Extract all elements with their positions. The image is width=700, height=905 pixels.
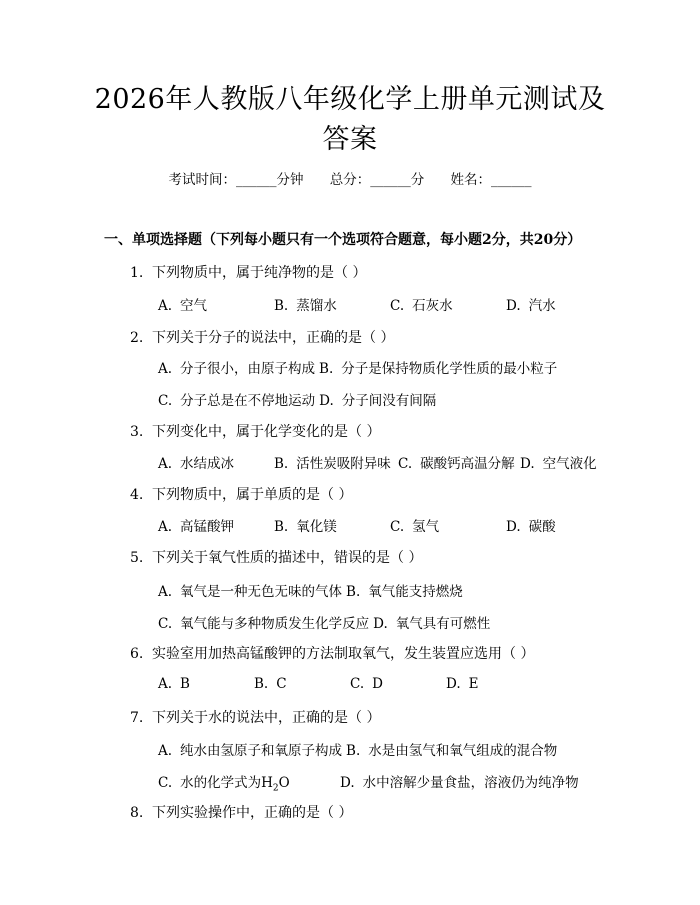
question-7: 7. 下列关于水的说法中，正确的是（ ） bbox=[130, 710, 381, 726]
option-a: A. 分子很小，由原子构成 bbox=[158, 361, 316, 377]
question-text: 下列物质中，属于纯净物的是（ ） bbox=[152, 265, 367, 281]
option-d: D. 空气液化 bbox=[520, 456, 597, 472]
question-text: 下列关于氧气性质的描述中，错误的是（ ） bbox=[152, 550, 423, 566]
option-c: C. 石灰水 bbox=[390, 298, 453, 314]
option-d: D. 碳酸 bbox=[506, 519, 556, 535]
option-d: D. 汽水 bbox=[506, 298, 556, 314]
question-text: 下列关于分子的说法中，正确的是（ ） bbox=[152, 330, 395, 346]
option-a: A. 空气 bbox=[158, 298, 208, 314]
option-b: B. 氧化镁 bbox=[274, 519, 337, 535]
option-b: B. C bbox=[254, 676, 287, 692]
option-d: D. 水中溶解少量食盐，溶液仍为纯净物 bbox=[340, 775, 579, 791]
exam-info-line bbox=[0, 168, 700, 188]
option-c: C. 氧气能与多种物质发生化学反应 bbox=[158, 616, 370, 632]
question-2-options-row-1 bbox=[158, 357, 557, 377]
question-2-options-row-2 bbox=[158, 389, 436, 409]
question-text: 下列变化中，属于化学变化的是（ ） bbox=[152, 424, 381, 440]
option-c: C. 氢气 bbox=[390, 519, 440, 535]
option-c: C. D bbox=[350, 676, 383, 692]
question-1: 1. 下列物质中，属于纯净物的是（ ） bbox=[130, 265, 367, 281]
question-4: 4. 下列物质中，属于单质的是（ ） bbox=[130, 487, 353, 503]
option-b: B. 分子是保持物质化学性质的最小粒子 bbox=[319, 361, 558, 377]
page-title: 2026年人教版八年级化学上册单元测试及答案 bbox=[94, 84, 606, 155]
option-c: C. 水的化学式为$H_2O$ bbox=[158, 775, 290, 794]
question-6-options bbox=[158, 676, 518, 696]
section-heading: 一、单项选择题（下列每小题只有一个选项符合题意，每小题2分，共20分） bbox=[104, 232, 582, 248]
question-7-options-row-2 bbox=[158, 771, 598, 794]
option-b: B. 活性炭吸附异味 bbox=[274, 456, 391, 472]
question-3: 3. 下列变化中，属于化学变化的是（ ） bbox=[130, 424, 381, 440]
option-a: A. 高锰酸钾 bbox=[158, 519, 235, 535]
question-text: 下列物质中，属于单质的是（ ） bbox=[152, 487, 353, 503]
exam-time-field: 考试时间：______分钟 bbox=[168, 172, 304, 188]
question-5-options-row-1 bbox=[158, 580, 463, 600]
total-score-field: 总分：______分 bbox=[329, 172, 425, 188]
option-b: B. 蒸馏水 bbox=[274, 298, 337, 314]
question-6: 6. 实验室用加热高锰酸钾的方法制取氧气，发生装置应选用（ ） bbox=[130, 646, 535, 662]
option-c: C. 分子总是在不停地运动 bbox=[158, 393, 316, 409]
question-4-options bbox=[158, 515, 578, 535]
question-5: 5. 下列关于氧气性质的描述中，错误的是（ ） bbox=[130, 550, 423, 566]
option-a: A. B bbox=[158, 676, 190, 692]
option-d: D. 氧气具有可燃性 bbox=[373, 616, 491, 632]
question-7-options-row-1 bbox=[158, 739, 557, 759]
question-5-options-row-2 bbox=[158, 612, 490, 632]
student-name-field: 姓名：______ bbox=[450, 172, 532, 188]
option-d: D. 分子间没有间隔 bbox=[319, 393, 437, 409]
question-text: 实验室用加热高锰酸钾的方法制取氧气，发生装置应选用（ ） bbox=[152, 646, 535, 662]
option-d: D. E bbox=[446, 676, 479, 692]
question-8: 8. 下列实验操作中，正确的是（ ） bbox=[130, 805, 353, 821]
question-3-options bbox=[158, 452, 598, 472]
option-b: B. 水是由氢气和氧气组成的混合物 bbox=[346, 743, 558, 759]
question-text: 下列实验操作中，正确的是（ ） bbox=[152, 805, 353, 821]
option-a: A. 水结成冰 bbox=[158, 456, 235, 472]
question-text: 下列关于水的说法中，正确的是（ ） bbox=[152, 710, 381, 726]
option-b: B. 氧气能支持燃烧 bbox=[346, 584, 463, 600]
option-a: A. 氧气是一种无色无味的气体 bbox=[158, 584, 343, 600]
option-c: C. 碳酸钙高温分解 bbox=[398, 456, 515, 472]
question-2: 2. 下列关于分子的说法中，正确的是（ ） bbox=[130, 330, 395, 346]
question-1-options bbox=[158, 294, 578, 314]
option-a: A. 纯水由氢原子和氧原子构成 bbox=[158, 743, 343, 759]
